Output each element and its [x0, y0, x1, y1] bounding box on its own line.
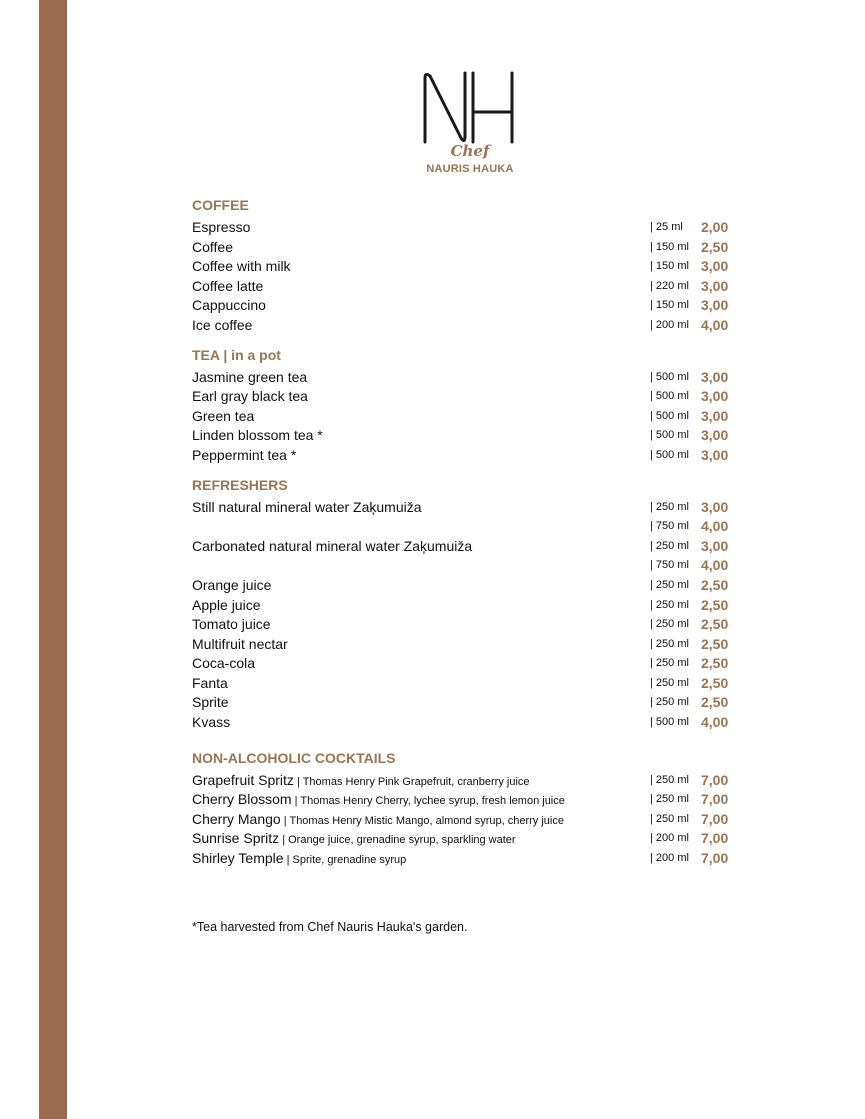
menu-item [192, 238, 737, 258]
item-price: 2,50 [701, 596, 729, 613]
item-name-text: Green tea [192, 407, 255, 424]
item-name [192, 829, 516, 851]
item-name-text: Kvass [192, 714, 231, 731]
item-name [192, 426, 323, 446]
logo-chef-text: Chef [450, 142, 490, 160]
menu-item [192, 498, 737, 518]
menu-item [192, 810, 737, 830]
item-volume: | 250 ml [650, 578, 689, 591]
section-title: COFFEE [192, 197, 249, 213]
item-volume: | 250 ml [650, 539, 689, 552]
menu-item [192, 316, 737, 336]
footnote: *Tea harvested from Chef Nauris Hauka's garden. [192, 920, 468, 934]
item-name-text: Multifruit nectar [192, 635, 288, 652]
item-volume: | 500 ml [650, 390, 689, 403]
menu-item [192, 713, 737, 733]
item-name-text: Fanta [192, 674, 228, 691]
menu-item [192, 517, 737, 537]
item-name [192, 849, 406, 871]
item-name [192, 277, 263, 297]
item-name-text: Tomato juice [192, 616, 271, 633]
item-name [192, 257, 291, 277]
item-volume: | 250 ml [650, 657, 689, 670]
menu-item [192, 654, 737, 674]
item-price: 3,00 [701, 258, 729, 275]
item-description: | Thomas Henry Cherry, lychee syrup, fresh lemon juice [291, 795, 565, 808]
item-volume: | 250 ml [650, 598, 689, 611]
item-name [192, 218, 250, 238]
item-name-text: Espresso [192, 219, 251, 235]
item-name [192, 810, 564, 832]
item-volume: | 500 ml [650, 448, 689, 461]
item-price: 2,50 [701, 576, 729, 593]
item-name [192, 693, 229, 713]
section-title: NON-ALCOHOLIC COCKTAILS [192, 749, 396, 766]
item-volume: | 500 ml [650, 429, 689, 442]
menu-item [192, 277, 737, 297]
menu-item [192, 771, 737, 791]
item-price: 3,00 [701, 388, 729, 405]
item-volume: | 250 ml [650, 812, 689, 825]
section-title: REFRESHERS [192, 476, 288, 493]
item-volume: | 500 ml [650, 409, 689, 422]
item-price: 3,00 [701, 427, 729, 444]
menu-item [192, 829, 737, 849]
menu-item [192, 257, 737, 277]
item-volume: | 250 ml [650, 676, 689, 689]
coffee-section [192, 196, 737, 336]
item-price: 7,00 [701, 791, 729, 808]
item-name [192, 790, 565, 812]
item-price: 3,00 [701, 297, 729, 314]
item-name-text: Coffee with milk [192, 258, 291, 275]
menu-item [192, 426, 737, 446]
item-name-text: Peppermint tea * [192, 446, 297, 463]
logo-brand-name: NAURIS HAUKA [426, 163, 514, 175]
item-name [192, 576, 271, 596]
menu-item [192, 596, 737, 616]
item-volume: | 500 ml [650, 716, 689, 729]
item-name [192, 407, 254, 427]
menu-item [192, 537, 737, 557]
item-price: 3,00 [701, 498, 729, 515]
item-name [192, 498, 422, 518]
item-name-text: Still natural mineral water Zaķumuiža [192, 498, 422, 515]
item-name [192, 674, 228, 694]
item-description: | Sprite, grenadine syrup [283, 854, 407, 867]
menu-item [192, 218, 737, 238]
item-name-text: Coca-cola [192, 655, 256, 672]
menu-item [192, 446, 737, 466]
refreshers-section [192, 476, 737, 733]
item-price: 2,50 [701, 616, 729, 633]
item-name-text: Cherry Mango [192, 810, 281, 827]
brand-logo [415, 68, 525, 178]
tea-items [192, 368, 737, 466]
item-price: 2,00 [701, 219, 729, 235]
item-name-text: Sprite [192, 694, 229, 711]
item-volume: | 250 ml [650, 793, 689, 806]
item-price: 4,00 [701, 316, 729, 333]
item-name-text: Orange juice [192, 576, 272, 593]
menu-item [192, 576, 737, 596]
item-description: | Orange juice, grenadine syrup, sparkling water [279, 834, 516, 847]
tea-section [192, 346, 737, 466]
item-volume: | 25 ml [650, 221, 683, 233]
item-volume: | 250 ml [650, 637, 689, 650]
item-price: 3,00 [701, 537, 729, 554]
item-price: 3,00 [701, 407, 729, 424]
section-title: TEA | in a pot [192, 346, 281, 363]
item-price: 7,00 [701, 810, 729, 827]
menu-item [192, 790, 737, 810]
item-name [192, 771, 530, 793]
menu-item [192, 849, 737, 869]
item-volume: | 150 ml [650, 240, 689, 253]
refreshers-items [192, 498, 737, 733]
item-price: 4,00 [701, 557, 729, 574]
item-volume: | 220 ml [650, 279, 689, 292]
item-price: 7,00 [701, 771, 729, 788]
menu-item [192, 674, 737, 694]
item-name [192, 387, 308, 407]
item-price: 2,50 [701, 694, 729, 711]
item-description: | Thomas Henry Pink Grapefruit, cranberry juice [293, 775, 530, 788]
item-volume: | 200 ml [650, 852, 689, 865]
item-volume: | 250 ml [650, 773, 689, 786]
non-alcoholic-section [192, 749, 737, 869]
menu-item [192, 693, 737, 713]
item-volume: | 250 ml [650, 500, 689, 513]
item-price: 7,00 [701, 850, 729, 867]
item-price: 2,50 [701, 655, 729, 672]
menu [192, 196, 737, 869]
item-name [192, 654, 255, 674]
item-volume: | 200 ml [650, 832, 689, 845]
item-name [192, 713, 230, 733]
item-name-text: Coffee [192, 238, 233, 255]
item-name-text: Ice coffee [192, 316, 253, 333]
item-volume: | 200 ml [650, 318, 689, 331]
item-volume: | 250 ml [650, 618, 689, 631]
item-name-text: Carbonated natural mineral water Zaķumuiža [192, 537, 473, 554]
menu-item [192, 296, 737, 316]
item-name-text: Shirley Temple [192, 850, 284, 867]
item-name-text: Earl gray black tea [192, 388, 308, 405]
item-name [192, 296, 266, 316]
item-price: 2,50 [701, 635, 729, 652]
non-alcoholic-items [192, 771, 737, 869]
item-name [192, 316, 252, 336]
item-name [192, 238, 233, 258]
item-name-text: Sunrise Spritz [192, 830, 280, 847]
item-name-text: Coffee latte [192, 277, 264, 294]
coffee-items [192, 218, 737, 336]
nh-monogram-icon [415, 68, 525, 148]
menu-item [192, 635, 737, 655]
item-name [192, 368, 307, 388]
item-volume: | 500 ml [650, 370, 689, 383]
item-volume: | 150 ml [650, 299, 689, 312]
item-volume: | 750 ml [650, 520, 689, 533]
item-name [192, 615, 271, 635]
item-price: 3,00 [701, 446, 729, 463]
item-price: 3,00 [701, 368, 729, 385]
item-volume: | 750 ml [650, 559, 689, 572]
menu-item [192, 407, 737, 427]
side-accent-bar [39, 0, 67, 1119]
item-name-text: Jasmine green tea [192, 368, 308, 385]
item-description: | Thomas Henry Mistic Mango, almond syrup, cherry juice [280, 814, 564, 827]
item-name-text: Grapefruit Spritz [192, 771, 294, 788]
menu-item [192, 615, 737, 635]
item-name-text: Cappuccino [192, 297, 266, 314]
item-name [192, 537, 472, 557]
item-name [192, 635, 288, 655]
item-price: 7,00 [701, 830, 729, 847]
item-price: 2,50 [701, 238, 729, 255]
item-name-text: Cherry Blossom [192, 791, 292, 808]
item-volume: | 150 ml [650, 260, 689, 273]
item-name [192, 596, 261, 616]
item-price: 2,50 [701, 674, 729, 691]
item-price: 4,00 [701, 518, 729, 535]
item-volume: | 250 ml [650, 696, 689, 709]
menu-item [192, 556, 737, 576]
menu-item [192, 368, 737, 388]
item-name [192, 446, 296, 466]
menu-item [192, 387, 737, 407]
item-price: 3,00 [701, 277, 729, 294]
item-name-text: Apple juice [192, 596, 261, 613]
item-name-text: Linden blossom tea * [192, 427, 323, 444]
item-price: 4,00 [701, 714, 729, 731]
